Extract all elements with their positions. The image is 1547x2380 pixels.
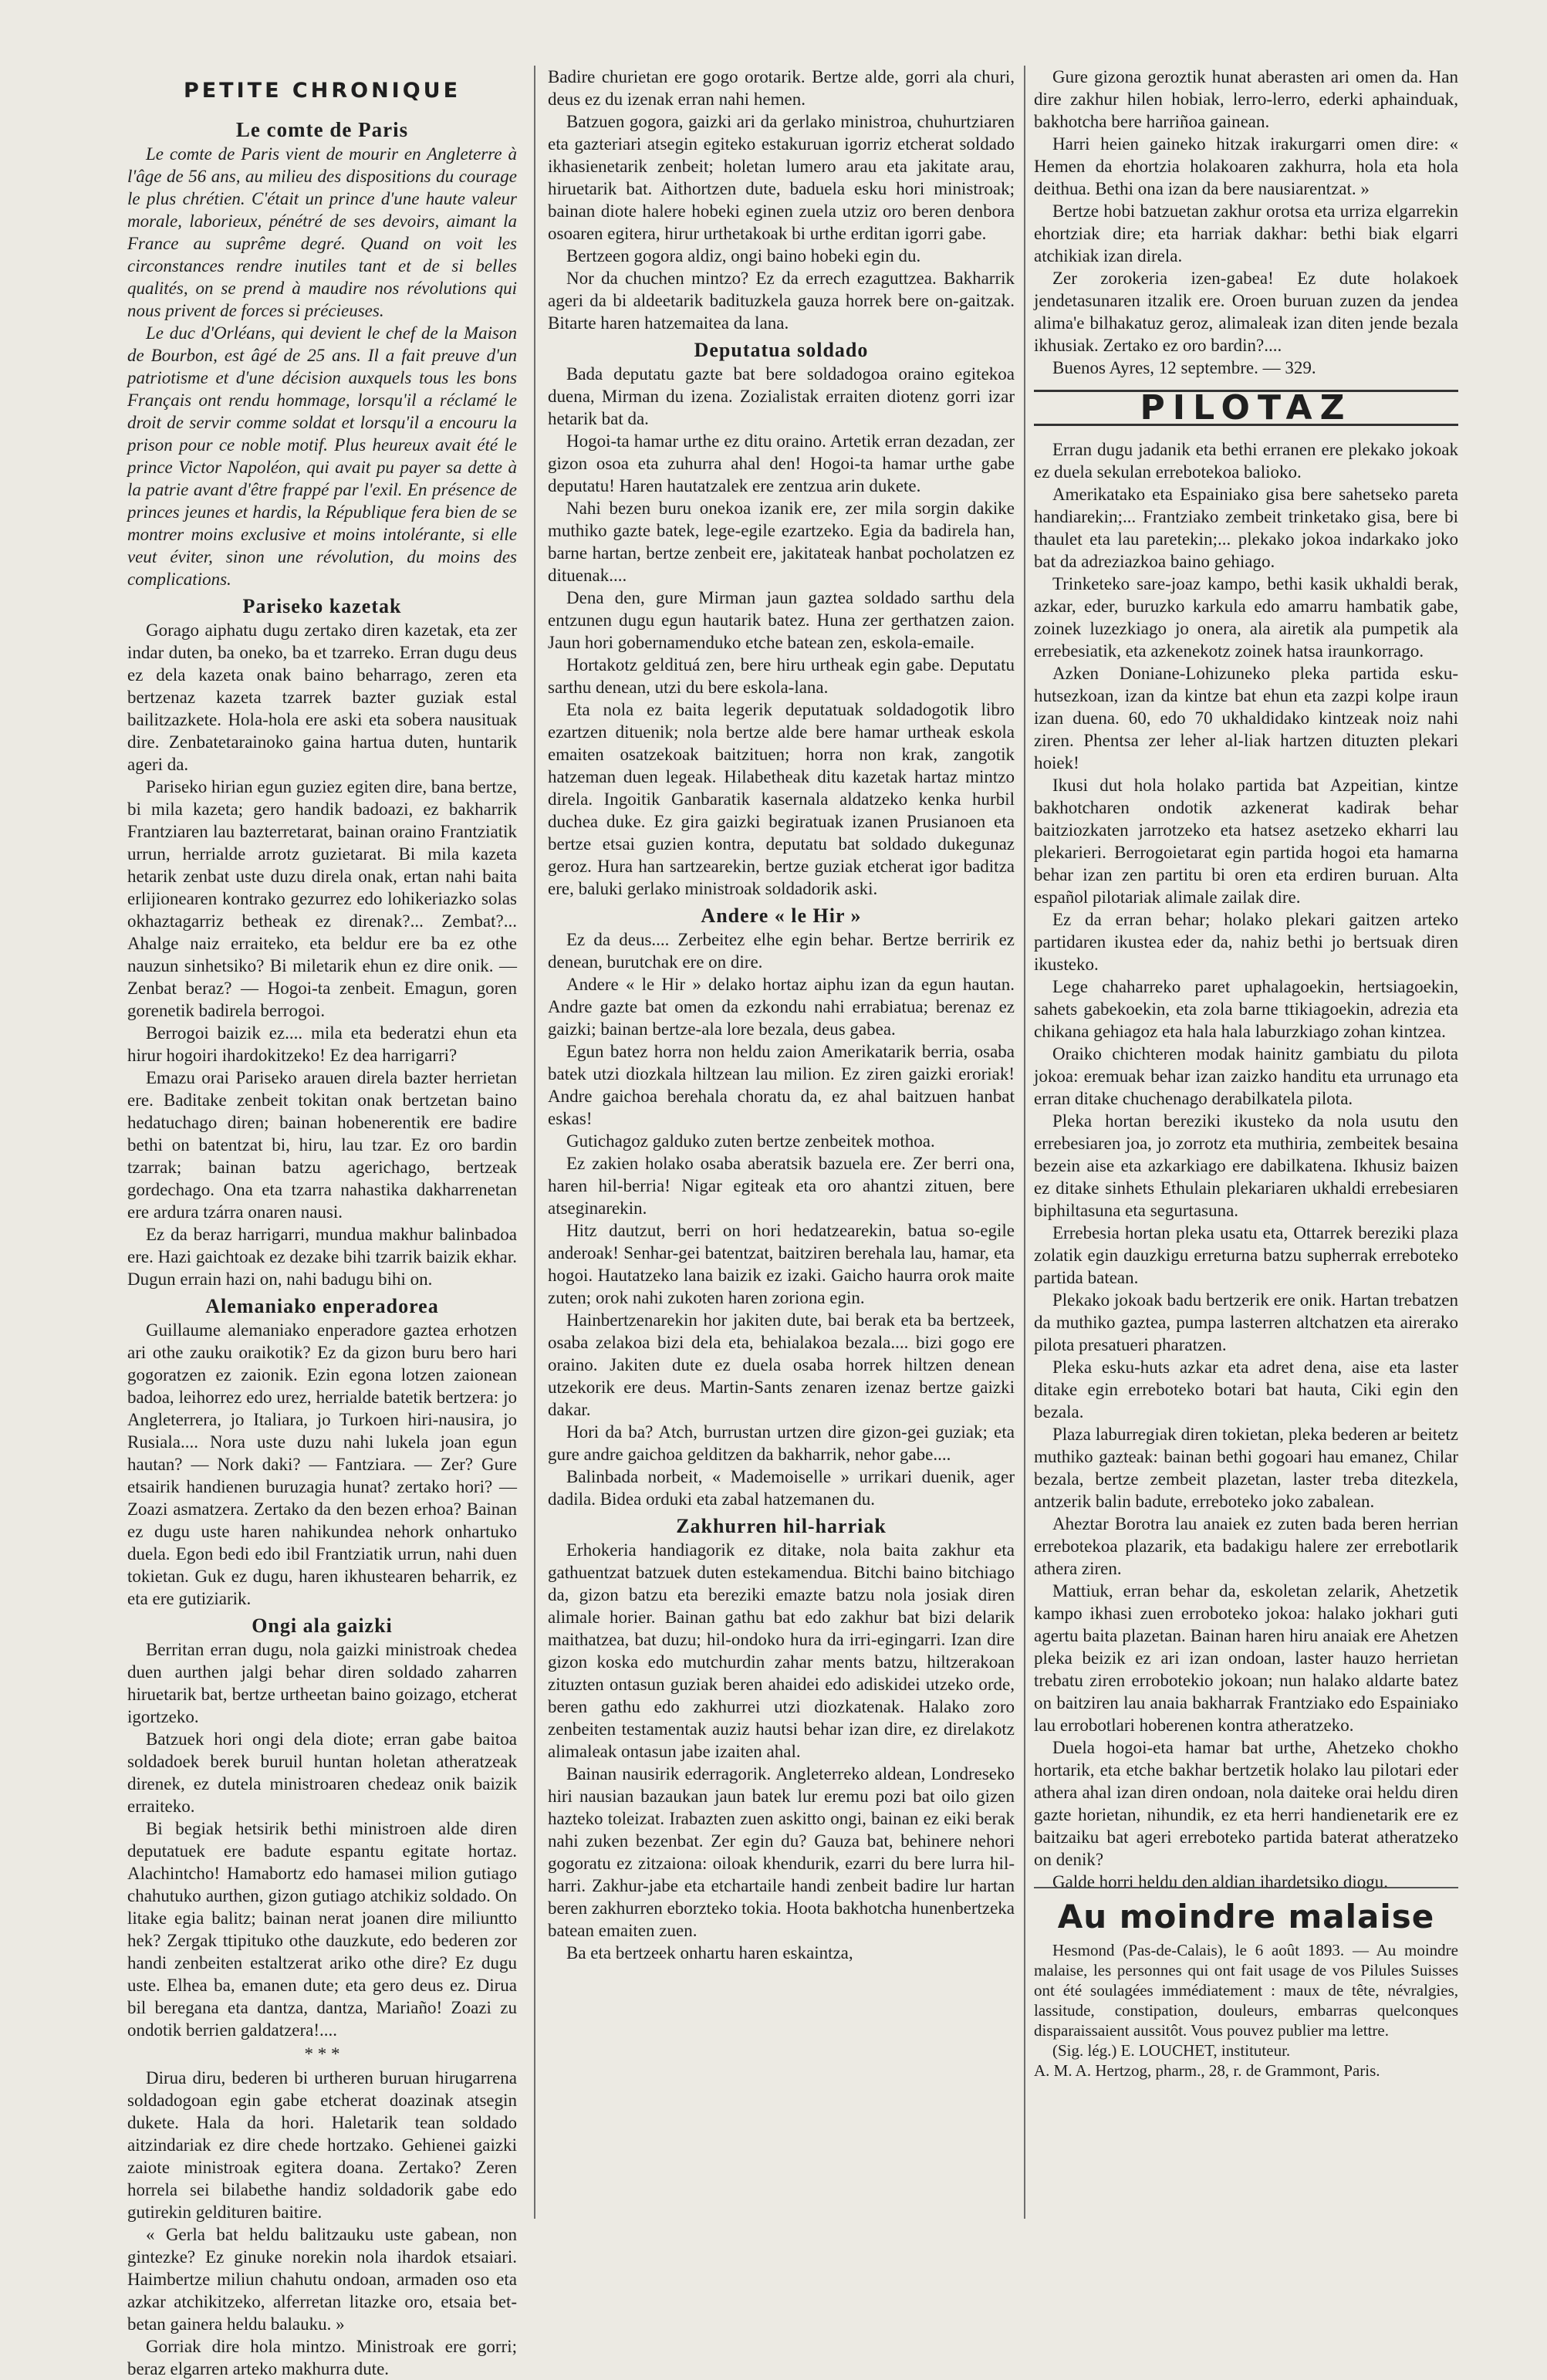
pilotaz-paragraph: Ikusi dut hola holako partida bat Azpeitian, kintze bakhotcharen ondotik azkenerat kadirak behar baitziozkaten jarrotzeko eta hatsez asetzeko ekharri lau plekarieri. Berrogoietarat egin partida hogoi eta hamarna behar izan zen partitu bi oren eta erdiren buruan. Alta español pilotariak alimale zailak dire. — [1034, 776, 1458, 907]
intro-paragraph: Batzuen gogora, gaizki ari da gerlako ministroa, chuhurtziaren eta gazteriari atsegin egiteko estakuruan igorriz etcherat soldado ikhasienetarik zenbeit; holetan lumero arau eta jakitate arau, hiruetarik bat. Aithortzen dute, baduela esku hori ministroak; bainan diote halere hobeki eginen zuela utziz oro beren denbora osoaren egitera, hirur urthetakoak bi urthe erditan igorri gabe. — [548, 112, 1015, 243]
deputatua-paragraph: Bada deputatu gazte bat bere soldadogoa oraino egitekoa duena, Mirman du izena. Zozialistak erraiten diotenz gorri izar hetarik bat da. — [548, 364, 1015, 428]
dirua-paragraph: Gorriak dire hola mintzo. Ministroak ere gorri; beraz elgarren arteko makhurra dute. — [127, 2337, 517, 2378]
andere-paragraph: Gutichagoz galduko zuten bertze zenbeitek mothoa. — [566, 1131, 935, 1151]
andere-paragraph: Ez da deus.... Zerbeitez elhe egin behar. Bertze berririk ez denean, burutchak ere on dire. — [548, 930, 1015, 972]
pariseko-paragraph: Ez da beraz harrigarri, mundua makhur balinbadoa ere. Hazi gaichtoak ez dezake bihi tzarrik baizik ekhar. Dugun errain hazi on, nahi badugu bihi on. — [127, 1225, 517, 1289]
deputatua-paragraph: Eta nola ez baita legerik deputatuak soldadogotik libro ezartzen dituenik; nola bertze alde bere hamar urtheak eskola emaiten osatzekoak baitzituen; horra non krak, zangotik hatzeman duen legeak. Hilabetheak ditu kazetak hartaz mintzo direla. Ingoitik Ganbaratik kasernala aldatzeko kenka hurbil duchea duke. Ez gira gaizki begiratuak izanen Prusianoen eta bertze etsai guzien kontra, deputatu bat soldado dukegunaz geroz. Hura han sartzearekin, bertze guziak etcherat igor baditza ere, baluki gerlako ministroak soldadorik aski. — [548, 700, 1015, 898]
ad-address: A. M. A. Hertzog, pharm., 28, r. de Grammont, Paris. — [1034, 2061, 1380, 2080]
andere-paragraph: Egun batez horra non heldu zaion Amerikatarik berria, osaba batek utzi diozkala hiltzean lau milion. Ez ziren gaizki eroriak! Andre gaichoa berehala choratu da, ez ahal baitzuen hanbat eskas! — [548, 1042, 1015, 1128]
zakhurren-heading: Zakhurren hil-harriak — [676, 1515, 887, 1537]
column-2 — [548, 66, 1015, 2242]
andere-paragraph: Ez zakien holako osaba aberatsik bazuela ere. Zer berri ona, haren hil-berria! Nigar egiteak eta oro ahantzi zituen, bere atseginarekin. — [548, 1154, 1015, 1218]
pilotaz-paragraph: Pleka hortan bereziki ikusteko da nola usutu den errebesiaren joa, jo zorrotz eta muthiria, zembeitek besaina bezein aise eta azkarkiago ere dabilkatena. Ikhusiz baizen ez ditake sinhets Ethulain plekariaren ukhaldi errebesiaren biphiltasuna eta segurtasuna. — [1034, 1111, 1458, 1220]
pariseko-paragraph: Gorago aiphatu dugu zertako diren kazetak, eta zer indar duten, ba oneko, ba et tzarreko. Erran dugu deus ez dela kazeta onak baino beharrago, zeren eta bertzenaz kazeta tzarrek bazter guziak estal bailitzazkete. Hola-hola ere aski eta sobera nausituak dire. Zenbatetarainoko gaina hartua duten, huntarik ageri da. — [127, 620, 517, 774]
ongi-paragraph: Batzuek hori ongi dela diote; erran gabe baitoa soldadoek berek buruil huntan holetan atheratzeak direnek, ez dutela ministroaren chedeaz onik baizik erraiteko. — [127, 1729, 517, 1816]
deputatua-paragraph: Hogoi-ta hamar urthe ez ditu oraino. Artetik erran dezadan, zer gizon osoa eta zuhurra ahal den! Hogoi-ta hamar urthe gabe deputatu! Haren hautatzalek ere zentzua arin dukete. — [548, 431, 1015, 495]
pilotaz-paragraph: Mattiuk, erran behar da, eskoletan zelarik, Ahetzetik kampo ikhasi zuen erroboteko jokoa: halako jokhari guti agertu baita plazetan. Bainan haren hiru anaiak ere Ahetzen pleka beizik ez ari izan ondoan, laster hauzo herrietan trebatu ziren errobotekio jokoan; nun halako aldarte batez on baitziren lau anaia bakharrak Frantziako edo Espainiako lau errobotlari hoberenen kontra atheratzeko. — [1034, 1581, 1458, 1735]
intro-paragraph: Badire churietan ere gogo orotarik. Bertze alde, gorri ala churi, deus ez du izenak erran nahi hemen. — [548, 67, 1015, 109]
comte-paragraph: Le comte de Paris vient de mourir en Angleterre à l'âge de 56 ans, au milieu des dispositions du courage le plus chrétien. C'était un prince d'une haute valeur morale, laborieux, pénétré de ses devoirs, aimant la France au suprême degré. Quand on voit les circonstances rendre inutiles tant et de si belles qualités, on se prend à maudire nos révolutions qui nous privent de forces si précieuses. — [127, 144, 517, 320]
andere-heading: Andere « le Hir » — [701, 904, 862, 927]
pariseko-heading: Pariseko kazetak — [242, 595, 402, 617]
intro-paragraph: Nor da chuchen mintzo? Ez da errech ezaguttzea. Bakharrik ageri da bi aldeetarik badituzkela gauza horrek bere on-gaitzak. Bitarte haren hatzemaitea da lana. — [548, 269, 1015, 333]
advertisement — [1034, 1887, 1458, 2081]
column-divider — [534, 66, 535, 2219]
stars-separator: * * * — [304, 2044, 340, 2064]
deputatua-heading: Deputatua soldado — [694, 339, 869, 361]
dateline: Buenos Ayres, 12 septembre. — 329. — [1052, 358, 1316, 377]
andere-paragraph: Andere « le Hir » delako hortaz aiphu izan da egun hautan. Andre gazte bat omen da ezkondu nahi errabiatua; berenaz ez gaizki; bainan bertze-ala lore bezala, deus gabea. — [548, 975, 1015, 1039]
comte-heading: Le comte de Paris — [235, 118, 409, 141]
pilotaz-paragraph: Galde horri heldu den aldian ihardetsiko diogu. — [1052, 1872, 1388, 1891]
zakhurren-paragraph: Ba eta bertzeek onhartu haren eskaintza, — [566, 1943, 853, 1962]
ongi-paragraph: Bi begiak hetsirik bethi ministroen alde diren deputatuek ere badute espantu egitate hortaz. Alachintcho! Hamabortz edo hamasei milion gutiago chahutuko aurthen, gizon gutiago atchikiz soldado. On litake egia balitz; bainan nerat joanen dire miliuntto hek? Zergak ttipituko othe dauzkute, edo bederen zor handi zenbeiten estaltzerat ariko othe dire? Ez dugu uste. Elhea ba, emanen dute; eta gero deus ez. Dirua bil beregana eta dantza, dantza, Mariaño! Zoazi zu ondotik berrien galdatzera!.... — [127, 1819, 517, 2040]
intro-paragraph: Bertzeen gogora aldiz, ongi baino hobeki egin du. — [566, 246, 921, 265]
pilotaz-paragraph: Oraiko chichteren modak hainitz gambiatu du pilota jokoa: eremuak behar izan zaizko handitu eta urrunago eta erran ditake chuchenago derabilkatela pilota. — [1034, 1044, 1458, 1108]
pilotaz-paragraph: Amerikatako eta Espainiako gisa bere sahetseko pareta handiarekin;... Frantziako zembeit trinketako gisa, bere bi thaulet eta lau paretekin;... plekako jokoa indarkako joko bat da adreziazkoa baino gehiago. — [1034, 485, 1458, 571]
pariseko-paragraph: Emazu orai Pariseko arauen direla bazter herrietan ere. Baditake zenbeit tokitan onak bertzetan baino hedatuchago diren; bainan hobenerentik ere badire bethi on batentzat bi, hiru, lau tzar. Ez oro bardin tzarrak; bainan batzu agerichago, bertzeak gordechago. Ona eta tzarra nahastika dakharrenetan ere ardura tzárra onaren nausi. — [127, 1068, 517, 1222]
ongi-paragraph: Berritan erran dugu, nola gaizki ministroak chedea duen aurthen jalgi behar diren soldado zaharren hiruetarik bat, bertze urtheetan baino goizago, etcherat igortzeko. — [127, 1640, 517, 1726]
column-3 — [1034, 66, 1458, 1891]
pilotaz-heading: PILOTAZ — [1140, 388, 1353, 428]
buenos-paragraph: Harri heien gaineko hitzak irakurgarri omen dire: « Hemen da ehortzia holakoaren zakhurra, hola eta hola deithua. Bethi ona izan da bere nausiarentzat. » — [1034, 134, 1458, 198]
buenos-paragraph: Bertze hobi batzuetan zakhur orotsa eta urriza elgarrekin ehortziak dire; eta harriak dakhar: bethi biak elgarri atchikiak izan direla. — [1034, 201, 1458, 265]
ad-heading: Au moindre malaise — [1057, 1898, 1435, 1935]
pariseko-paragraph: Pariseko hirian egun guziez egiten dire, bana bertze, bi mila kazeta; gero handik badoazi, ez bakharrik Frantziaren lau bazterretarat, bainan oraino Frantziatik urrun, herrialde arrotz guzietarat. Bi mila kazeta hetarik zenbat uste duzu direla onak, ertan nahi baita erlijionearen kontrako gezurrez edo lohikeriazko solas okhaztagarriz betheak ez direnak?... Zembat?... Ahalge naiz erraiteko, eta beldur ere ba ez othe nauzun sinhetsiko? Bi miletarik ehun ez dire onik. — Zenbat beraz? — Hogoi-ta zenbeit. Emagun, goren gorenetik badirela berrogoi. — [127, 777, 517, 1020]
chronique-heading: PETITE CHRONIQUE — [183, 79, 461, 103]
andere-paragraph: Balinbada norbeit, « Mademoiselle » urrikari duenik, ager dadila. Bidea orduki eta zabal hatzemanen du. — [548, 1467, 1015, 1509]
pilotaz-header — [1034, 390, 1458, 426]
andere-paragraph: Hitz dautzut, berri on hori hedatzearekin, batua so-egile anderoak! Senhar-gei batentzat, baitziren berehala lau, hamar, eta hogoi. Hautatzeko lana baizik ez izaki. Gaicho haurra orok maite zuten; orok nahi zukoten haren zoriona egin. — [548, 1221, 1015, 1307]
pilotaz-paragraph: Erran dugu jadanik eta bethi erranen ere plekako jokoak ez duela sekulan errebotekoa balioko. — [1034, 440, 1458, 482]
deputatua-paragraph: Nahi bezen buru onekoa izanik ere, zer mila sorgin dakike muthiko gazte batek, lege-egile ezartzeko. Egia da badirela han, barne hartan, bertze zenbeit ere, jakitateak hanbat pocholatzen ez dituenak.... — [548, 499, 1015, 585]
pilotaz-paragraph: Pleka esku-huts azkar eta adret dena, aise eta laster ditake egin erreboteko botari bat hauta, Ciki egin den bezala. — [1034, 1357, 1458, 1422]
dirua-paragraph: Dirua diru, bederen bi urtheren buruan hirugarrena soldadogoan egin gabe etcherat doazinak atsegin dukete. Hala da hori. Haletarik tean soldado aitzindariak ez dire chede hortzako. Gehienei gaizki zaiote ministroak egitera doana. Zertako? Zeren horrela sei bilabethe handiz soldadorik gabe edo gutirekin geldituren baitire. — [127, 2068, 517, 2222]
alemaniako-paragraph: Guillaume alemaniako enperadore gaztea erhotzen ari othe zauku oraikotik? Ez da gizon buru bero hari gogoratzen ez zaionik. Ezin egona lotzen zaionean badoa, leihorrez edo urez, herrialde batetik bertzera: jo Angleterrera, jo Italiara, jo Turkoen hiri-nausira, jo Rusiala.... Nora uste duzu nahi lukela joan egun hautan? — Nork daki? — Fantziara. — Zer? Gure etsairik handienen buruzagia hunat? zertako hori? — Zoazi asmatzera. Zertako da den bezen erhoa? Bainan ez dugu uste haren nahikundea nehork onhartuko duela. Egon bedi edo ibil Frantziatik urrun, nahi duen tokietan. Guk ez dugu, haren ikhustearen beharrik, ez eta ere gutiziarik. — [127, 1320, 517, 1608]
andere-paragraph: Hori da ba? Atch, burrustan urtzen dire gizon-gei guziak; eta gure andre gaichoa gelditzen da bakharrik, nehor gabe.... — [548, 1422, 1015, 1464]
ad-body: Hesmond (Pas-de-Calais), le 6 août 1893. — Au moindre malaise, les personnes qui ont fait usage de vos Pilules Suisses ont été soulagées immédiatement : maux de tête, névralgies, lassitude, constipation, douleurs, embarras quelconques disparaissaient aussitôt. Vous pouvez publier ma lettre. — [1034, 1941, 1458, 2040]
pilotaz-paragraph: Azken Doniane-Lohizuneko pleka partida esku-hutsezkoan, izan da kintze bat ehun eta zazpi kolpe iraun izan duena. 60, edo 70 ukhaldidako kintzeak noiz nahi ziren. Phentsa zer leher al-liak hartzen dituzten plekari hoiek! — [1034, 664, 1458, 772]
ongi-heading: Ongi ala gaizki — [252, 1614, 393, 1637]
deputatua-paragraph: Hortakotz geldituá zen, bere hiru urtheak egin gabe. Deputatu sarthu denean, utzi du bere eskola-lana. — [548, 655, 1015, 697]
buenos-paragraph: Gure gizona geroztik hunat aberasten ari omen da. Han dire zakhur hilen hobiak, lerro-lerro, ederki aphainduak, bakhotcha bere harriñoa gainean. — [1034, 67, 1458, 131]
pilotaz-paragraph: Plaza laburregiak diren tokietan, pleka bederen ar beitetz muthiko gazteak: bainan bethi gogoari hau emanez, Chilar bezala, bertze zembeit plazetan, laster treba ditezkela, antzerik balin badute, erreboteko joko zabalean. — [1034, 1425, 1458, 1511]
zakhurren-paragraph: Bainan nausirik ederragorik. Angleterreko aldean, Londreseko hiri nausian bazaukan jaun batek lur eremu pozi bat oilo gizen hazteko toleizat. Irabazten zuen askitto ongi, bainan ez eiki berak nahi zuken bezenbat. Zer egin du? Gauza bat, behinere nehori gogoratu ez zitzaiona: oiloak khendurik, ezarri du bere lurra hil-harri. Zakhur-jabe eta etchartaile handi zenbeit badire lur hartan beren zakhurren eborzteko tokia. Hoota bakhotcha hunenbertzeka batean emaiten zuen. — [548, 1764, 1015, 1940]
pilotaz-paragraph: Lege chaharreko paret uphalagoekin, hertsiagoekin, sahets gabekoekin, eta zola barne ttikiagoekin, adrezia eta chikana gehiagoz eta hala hala laburzkiago zohan kintzea. — [1034, 977, 1458, 1041]
column-1 — [127, 66, 517, 2378]
pariseko-paragraph: Berrogoi baizik ez.... mila eta bederatzi ehun eta hirur hogoiri ihardokitzeko! Ez dea harrigarri? — [127, 1023, 517, 1065]
ad-signature: (Sig. lég.) E. LOUCHET, instituteur. — [1052, 2041, 1291, 2060]
pilotaz-paragraph: Errebesia hortan pleka usatu eta, Ottarrek bereziki plaza zolatik egin dauzkigu erreturna batzu supherrak erreboteko partida batean. — [1034, 1223, 1458, 1287]
pilotaz-paragraph: Aheztar Borotra lau anaiek ez zuten bada beren herrian errebotekoa plazarik, eta badakigu halere zer errebotlarik athera ziren. — [1034, 1514, 1458, 1578]
alemaniako-heading: Alemaniako enperadorea — [205, 1295, 439, 1317]
comte-paragraph: Le duc d'Orléans, qui devient le chef de la Maison de Bourbon, est âgé de 25 ans. Il a fait preuve d'un patriotisme et d'une décision auxquels tous les bons Français ont rendu hommage, lorsqu'il a réclamé le droit de servir comme soldat et lorsqu'il a encouru la prison pour ce noble motif. Plus heureux avait été le prince Victor Napoléon, qui avait pu payer sa dette à la patrie avant d'être frappé par l'exil. En présence de princes jeunes et hardis, la République fera bien de se montrer moins exclusive et moins intolérante, si elle veut éviter, sinon une révolution, du moins des complications. — [127, 323, 517, 589]
buenos-paragraph: Zer zorokeria izen-gabea! Ez dute holakoek jendetasunaren itzalik ere. Oroen buruan zuzen da jendea alima'e bilhakatuz geroz, alimaleak izan diten jende bezala ikhusiak. Zertako ez oro bardin?.... — [1034, 269, 1458, 355]
pilotaz-paragraph: Trinketeko sare-joaz kampo, bethi kasik ukhaldi berak, azkar, eder, buruzko karkula edo amarru hambatik gabe, zoinek luzezkiago jo onera, ala airetik ala pumpetik ala errebesiatik, eta azkenekotz zoinek hatsa iraunkorrago. — [1034, 574, 1458, 661]
pilotaz-paragraph: Plekako jokoak badu bertzerik ere onik. Hartan trebatzen da muthiko gaztea, pumpa lasterren altchatzen eta airerako pilota presatueri pharatzen. — [1034, 1290, 1458, 1354]
zakhurren-paragraph: Erhokeria handiagorik ez ditake, nola baita zakhur eta gathuentzat batzuek duten estekamendua. Bitchi baino bitchiago da, gizon batzu eta bereziki emazte batzu nola josiak diren alimale horier. Bainan gathu bat edo zakhur bat bizi delarik maithatzea, bat duzu; hil-ondoko hura da irri-egingarri. Izan dire gizon koska edo mutchurdin zahar ments batzu, hiltzerakoan zituzten ontasun guziak beren ahaidei edo adiskidei utzeko orde, beren gathu edo zakhurrei utzi diozkatenak. Halako zoro zenbeiten testamentak auziz hautsi behar izan dire, ez direlakotz alimaleak ontasun jabe izaiten ahal. — [548, 1540, 1015, 1761]
pilotaz-paragraph: Duela hogoi-eta hamar bat urthe, Ahetzeko chokho hortarik, eta etche bakhar bertzetik holako lau pilotari eder athera ahal izan diren ondoan, nola daiteke orai heldu diren gazte horietan, nihundik, ez eta herri handienetarik ere ez baitzaiku bat ageri erreboteko partida baterat atheratzeko on denik? — [1034, 1738, 1458, 1869]
pilotaz-paragraph: Ez da erran behar; holako plekari gaitzen arteko partidaren ikustea eder da, nahiz bethi jo bertsuak diren ikusteko. — [1034, 910, 1458, 974]
andere-paragraph: Hainbertzenarekin hor jakiten dute, bai berak eta ba bertzeek, osaba zelakoa bizi dela eta, behialakoa bezala.... bizi gogo ere oraino. Jakiten dute ez duela osaba horrek hiltzen denean utzekorik ere deus. Martin-Sants zenaren izenaz bertze gaizki dakar. — [548, 1310, 1015, 1419]
dirua-paragraph: « Gerla bat heldu balitzauku uste gabean, non gintezke? Ez ginuke norekin nola ihardok etsaiari. Haimbertze miliun chahutu ondoan, armaden oso eta azkar atchikitzeko, alferretan litazke oro, etsaia bet-betan gainera heldu balauku. » — [127, 2225, 517, 2334]
deputatua-paragraph: Dena den, gure Mirman jaun gaztea soldado sarthu dela entzunen dugu egun hautarik batez. Huna zer gerthatzen zaion. Jaun hori gobernamenduko etche batean zen, eskola-emaile. — [548, 588, 1015, 652]
column-divider — [1024, 66, 1025, 2219]
